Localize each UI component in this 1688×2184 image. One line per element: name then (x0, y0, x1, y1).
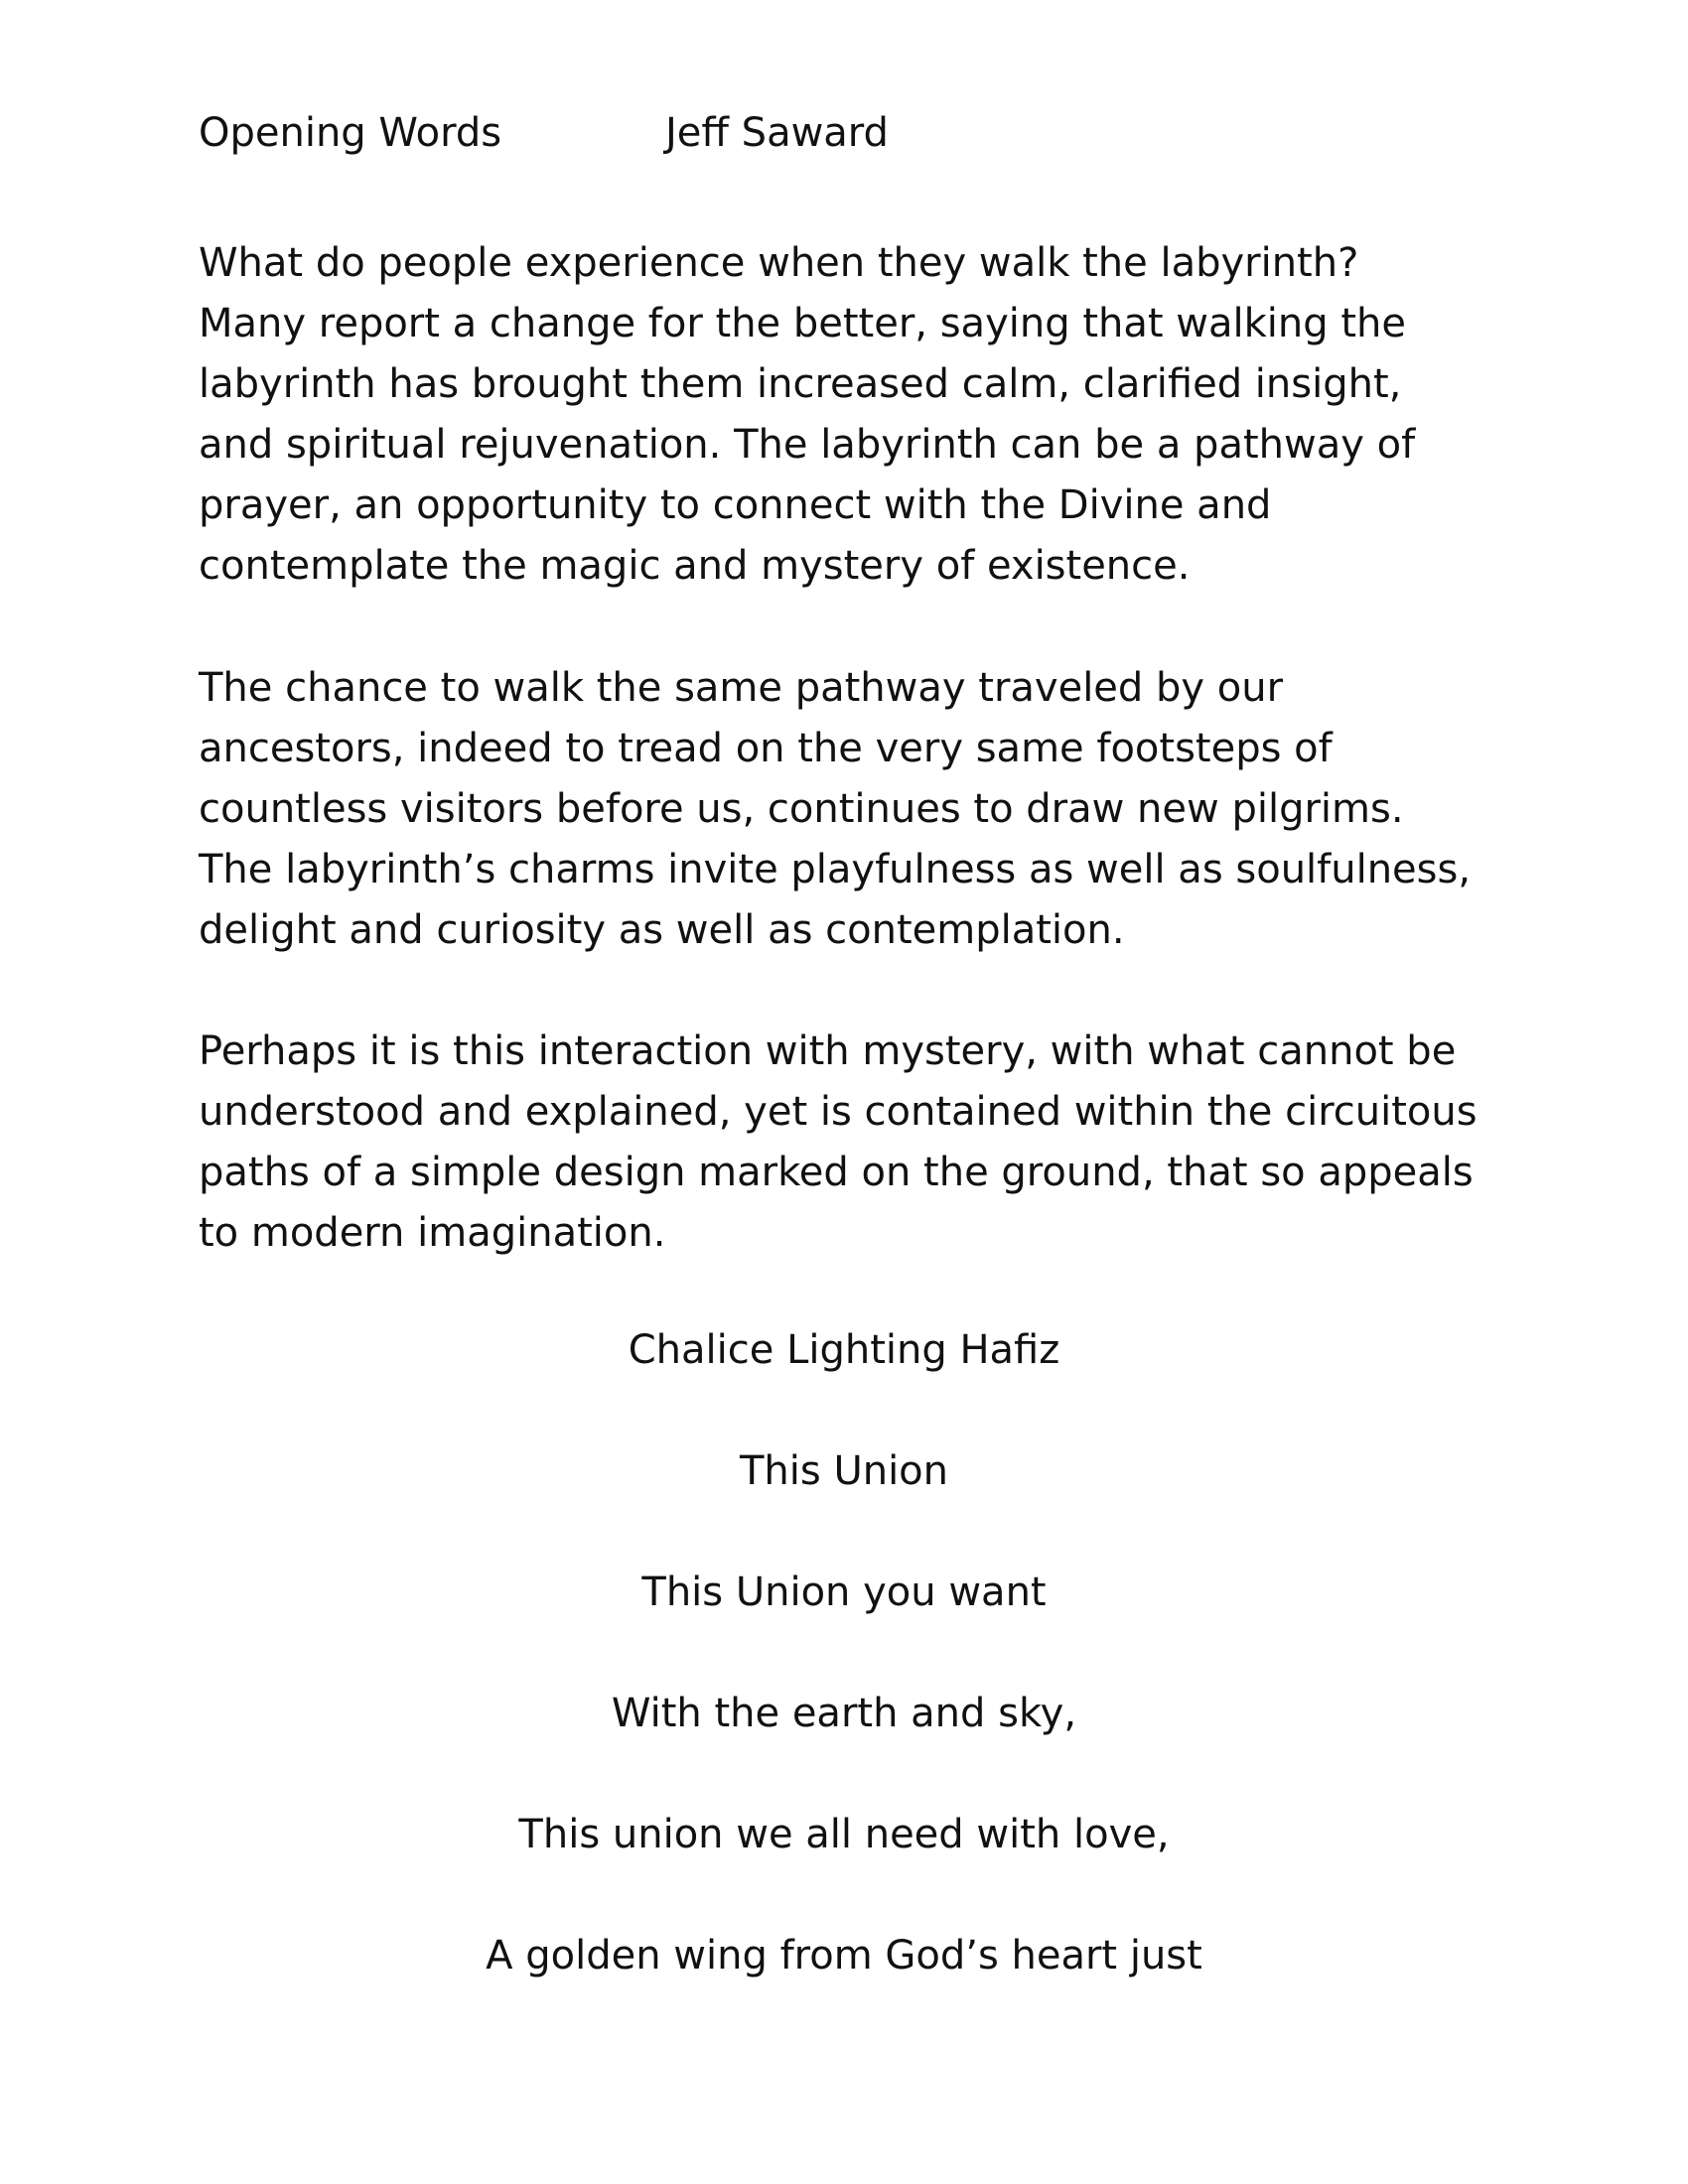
paragraph-line: countless visitors before us, continues to draw new pilgrims. (199, 786, 1404, 832)
paragraph-line: The labyrinth’s charms invite playfulness as well as soulfulness, (199, 847, 1472, 892)
paragraph-line: prayer, an opportunity to connect with the Divine and (199, 482, 1272, 528)
paragraph-line: ancestors, indeed to tread on the very same footsteps of (199, 726, 1333, 771)
poem-line: A golden wing from God’s heart just (486, 1933, 1202, 1979)
poem-line: This Union you want (641, 1570, 1047, 1615)
paragraph-line: contemplate the magic and mystery of existence. (199, 543, 1191, 589)
paragraph-line: understood and explained, yet is contained within the circuitous (199, 1089, 1477, 1135)
paragraph-line: The chance to walk the same pathway traveled by our (199, 665, 1284, 711)
paragraph-line: Perhaps it is this interaction with mystery, with what cannot be (199, 1028, 1457, 1074)
paragraph-line: and spiritual rejuvenation. The labyrinth can be a pathway of (199, 422, 1416, 468)
chalice-lighting-heading: Chalice Lighting Hafiz (628, 1327, 1060, 1373)
poem-title: This Union (739, 1448, 949, 1494)
paragraph-line: What do people experience when they walk the labyrinth? (199, 240, 1359, 286)
paragraph-2 (199, 658, 1509, 961)
paragraph-3 (199, 1022, 1509, 1264)
paragraph-line: delight and curiosity as well as contemplation. (199, 907, 1125, 953)
paragraph-line: paths of a simple design marked on the ground, that so appeals (199, 1150, 1474, 1195)
paragraph-line: Many report a change for the better, saying that walking the (199, 301, 1406, 346)
poem-line: With the earth and sky, (611, 1691, 1077, 1736)
paragraph-1 (199, 233, 1509, 597)
poem-line: This union we all need with love, (518, 1812, 1170, 1857)
opening-words-title: Opening Words (199, 110, 502, 156)
opening-words-heading (199, 105, 889, 161)
paragraph-line: labyrinth has brought them increased calm, clarified insight, (199, 361, 1402, 407)
paragraph-line: to modern imagination. (199, 1210, 666, 1256)
opening-words-author: Jeff Saward (665, 110, 889, 156)
